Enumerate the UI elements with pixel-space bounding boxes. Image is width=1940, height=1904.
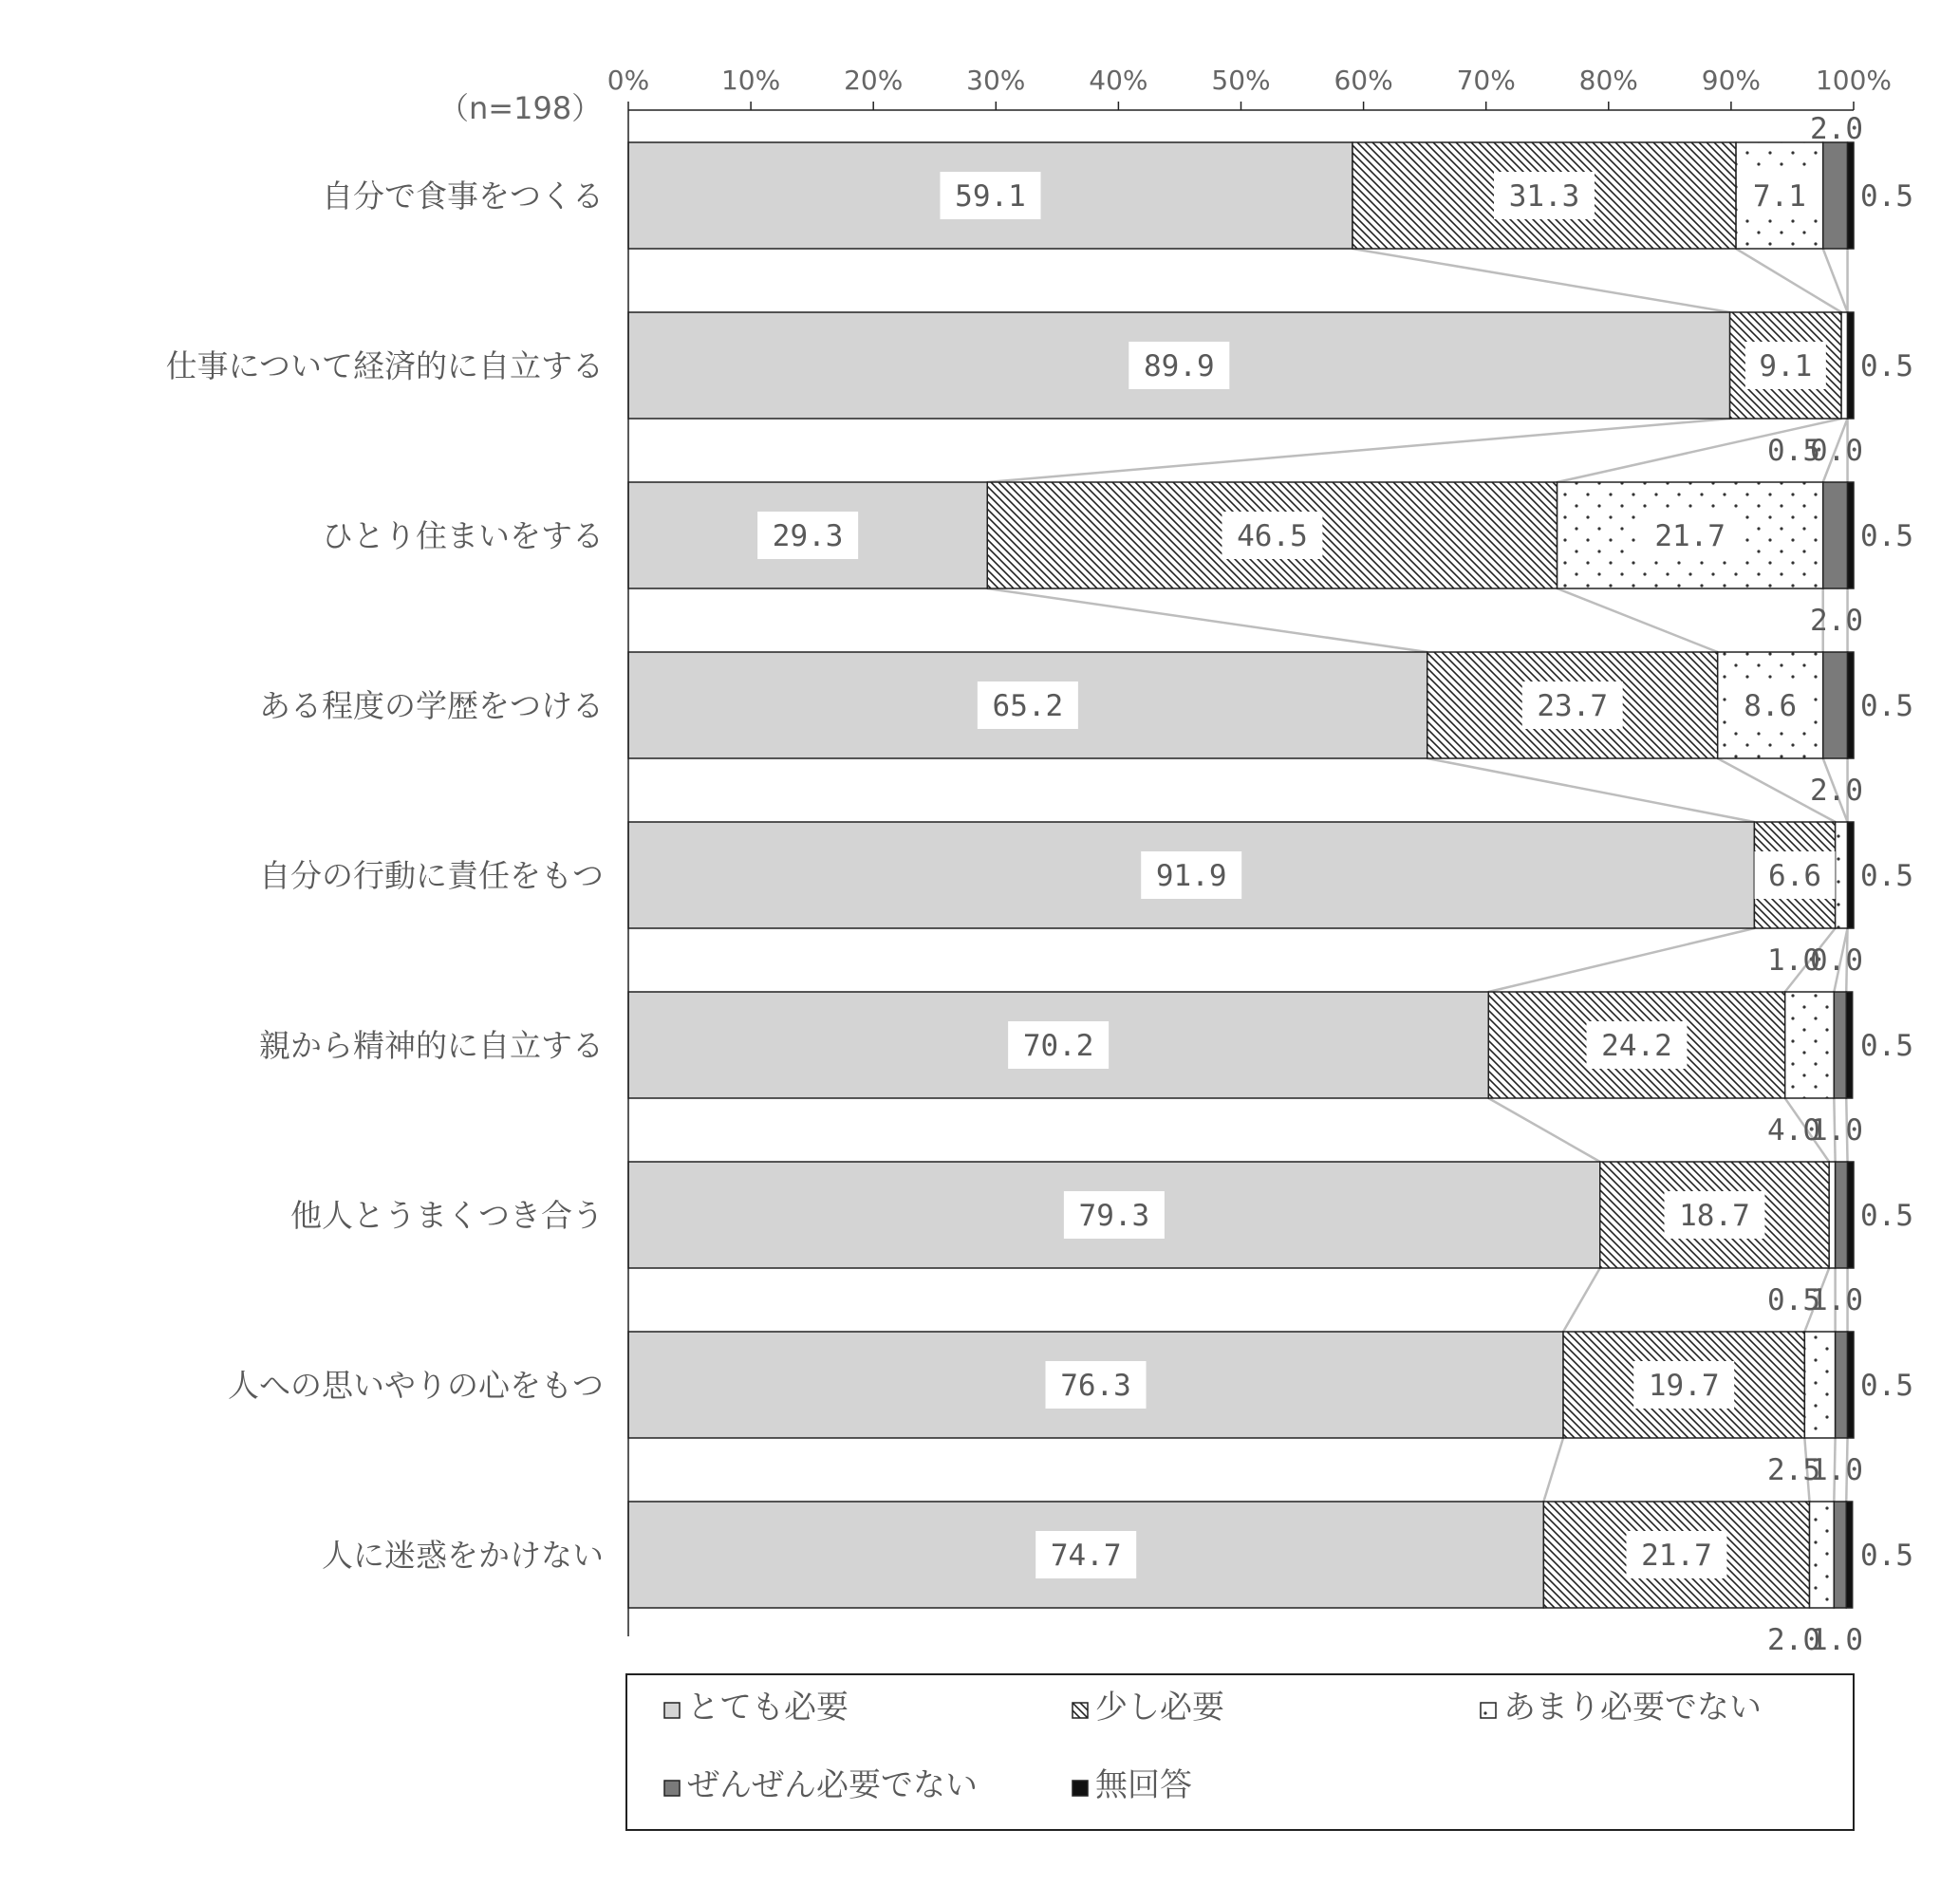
value-label: 0.0 xyxy=(1810,943,1863,978)
legend-swatch xyxy=(1073,1781,1088,1796)
bar-segment xyxy=(1848,142,1854,249)
value-label: 23.7 xyxy=(1537,689,1609,723)
bar-segment xyxy=(1848,1162,1854,1268)
value-label: 2.0 xyxy=(1810,774,1863,808)
connector-line xyxy=(1488,1098,1599,1162)
sample-size-label: （n=198） xyxy=(438,90,603,126)
value-label: 59.1 xyxy=(955,179,1026,214)
value-label: 7.1 xyxy=(1752,179,1806,214)
x-tick-label: 50% xyxy=(1211,65,1271,96)
value-label: 1.0 xyxy=(1767,943,1820,978)
bar-segment xyxy=(1848,312,1854,419)
legend-swatch xyxy=(1073,1703,1088,1718)
value-label: 0.5 xyxy=(1767,1283,1820,1317)
bar-segment xyxy=(1823,652,1848,758)
x-tick-label: 40% xyxy=(1089,65,1148,96)
category-label: 自分で食事をつくる xyxy=(322,177,604,215)
value-label: 76.3 xyxy=(1060,1369,1131,1403)
legend-label: 無回答 xyxy=(1095,1766,1192,1804)
value-label: 2.0 xyxy=(1810,112,1863,146)
value-label: 31.3 xyxy=(1508,179,1580,214)
value-label: 0.5 xyxy=(1860,859,1913,893)
bar-segment xyxy=(1829,1162,1835,1268)
value-label: 70.2 xyxy=(1022,1029,1094,1063)
bar-segment xyxy=(1836,1162,1848,1268)
value-label: 74.7 xyxy=(1050,1539,1122,1573)
connector-line xyxy=(1543,1438,1563,1502)
category-label: 仕事について経済的に自立する xyxy=(165,347,604,384)
bar-segment xyxy=(1841,312,1847,419)
x-tick-label: 10% xyxy=(720,65,781,96)
bar-segment xyxy=(1836,1332,1848,1438)
value-label: 1.0 xyxy=(1810,1113,1863,1148)
connector-line xyxy=(1352,249,1730,312)
bar-segment xyxy=(1848,822,1854,928)
bar-segment xyxy=(1846,992,1852,1098)
value-label: 21.7 xyxy=(1654,519,1725,553)
value-label: 0.5 xyxy=(1860,519,1913,553)
value-label: 8.6 xyxy=(1744,689,1798,723)
legend-swatch xyxy=(664,1703,680,1718)
legend-label: ぜんぜん必要でない xyxy=(687,1766,978,1804)
value-label: 0.5 xyxy=(1860,1539,1913,1573)
bar-segment xyxy=(1823,142,1848,249)
legend-label: とても必要 xyxy=(687,1689,849,1727)
bar-segment xyxy=(1848,482,1854,588)
legend xyxy=(626,1674,1854,1830)
value-label: 18.7 xyxy=(1679,1199,1750,1233)
value-label: 0.5 xyxy=(1767,434,1820,468)
x-tick-label: 90% xyxy=(1701,65,1762,96)
value-label: 24.2 xyxy=(1601,1029,1672,1063)
legend-swatch xyxy=(664,1781,680,1796)
value-label: 19.7 xyxy=(1648,1369,1720,1403)
value-label: 89.9 xyxy=(1143,349,1215,383)
connector-line xyxy=(987,419,1729,482)
legend-label: あまり必要でない xyxy=(1503,1689,1762,1727)
bar-segment xyxy=(1834,992,1846,1098)
value-label: 1.0 xyxy=(1810,1283,1863,1317)
bar-segment xyxy=(1846,1502,1852,1608)
category-label: 親から精神的に自立する xyxy=(259,1027,604,1064)
value-label: 0.5 xyxy=(1860,349,1913,383)
connector-line xyxy=(1488,928,1754,992)
value-label: 4.0 xyxy=(1767,1113,1820,1148)
connector-line xyxy=(987,588,1427,652)
value-label: 2.5 xyxy=(1767,1453,1820,1487)
value-label: 0.5 xyxy=(1860,1029,1913,1063)
value-label: 79.3 xyxy=(1078,1199,1150,1233)
value-label: 0.0 xyxy=(1810,434,1863,468)
bar-segment xyxy=(1848,1332,1854,1438)
connector-line xyxy=(1563,1268,1600,1332)
connector-line xyxy=(1427,758,1755,822)
connector-line xyxy=(1558,588,1718,652)
x-tick-label: 100% xyxy=(1815,65,1893,96)
value-label: 21.7 xyxy=(1641,1539,1712,1573)
value-label: 0.5 xyxy=(1860,179,1913,214)
legend-swatch xyxy=(1481,1703,1496,1718)
value-label: 0.5 xyxy=(1860,689,1913,723)
x-tick-label: 20% xyxy=(844,65,904,96)
value-label: 91.9 xyxy=(1155,859,1227,893)
category-label: ひとり住まいをする xyxy=(322,517,604,554)
value-label: 65.2 xyxy=(992,689,1064,723)
value-label: 2.0 xyxy=(1810,604,1863,638)
bar-segment xyxy=(1804,1332,1835,1438)
x-tick-label: 30% xyxy=(966,65,1026,96)
bar-segment xyxy=(1836,822,1848,928)
bar-segment xyxy=(1834,1502,1846,1608)
category-label: ある程度の学歴をつける xyxy=(259,687,604,724)
value-label: 1.0 xyxy=(1810,1623,1863,1657)
bar-segment xyxy=(1785,992,1835,1098)
category-label: 人に迷惑をかけない xyxy=(322,1537,604,1574)
bar-segment xyxy=(1810,1502,1835,1608)
bar-segment xyxy=(1823,482,1848,588)
value-label: 1.0 xyxy=(1810,1453,1863,1487)
x-tick-label: 80% xyxy=(1578,65,1638,96)
legend-label: 少し必要 xyxy=(1095,1689,1224,1727)
value-label: 2.0 xyxy=(1767,1623,1820,1657)
category-label: 他人とうまくつき合う xyxy=(290,1197,604,1234)
category-labels xyxy=(166,177,604,1574)
value-label: 0.5 xyxy=(1860,1369,1913,1403)
value-label: 0.5 xyxy=(1860,1199,1913,1233)
x-tick-label: 60% xyxy=(1334,65,1393,96)
category-label: 自分の行動に責任をもつ xyxy=(259,857,604,894)
value-label: 29.3 xyxy=(772,519,844,553)
value-label: 6.6 xyxy=(1768,859,1822,893)
value-label: 46.5 xyxy=(1237,519,1308,553)
value-label: 9.1 xyxy=(1759,349,1813,383)
x-tick-label: 0% xyxy=(606,65,650,96)
category-label: 人への思いやりの心をもつ xyxy=(228,1367,604,1404)
x-tick-label: 70% xyxy=(1456,65,1516,96)
bar-segment xyxy=(1848,652,1854,758)
